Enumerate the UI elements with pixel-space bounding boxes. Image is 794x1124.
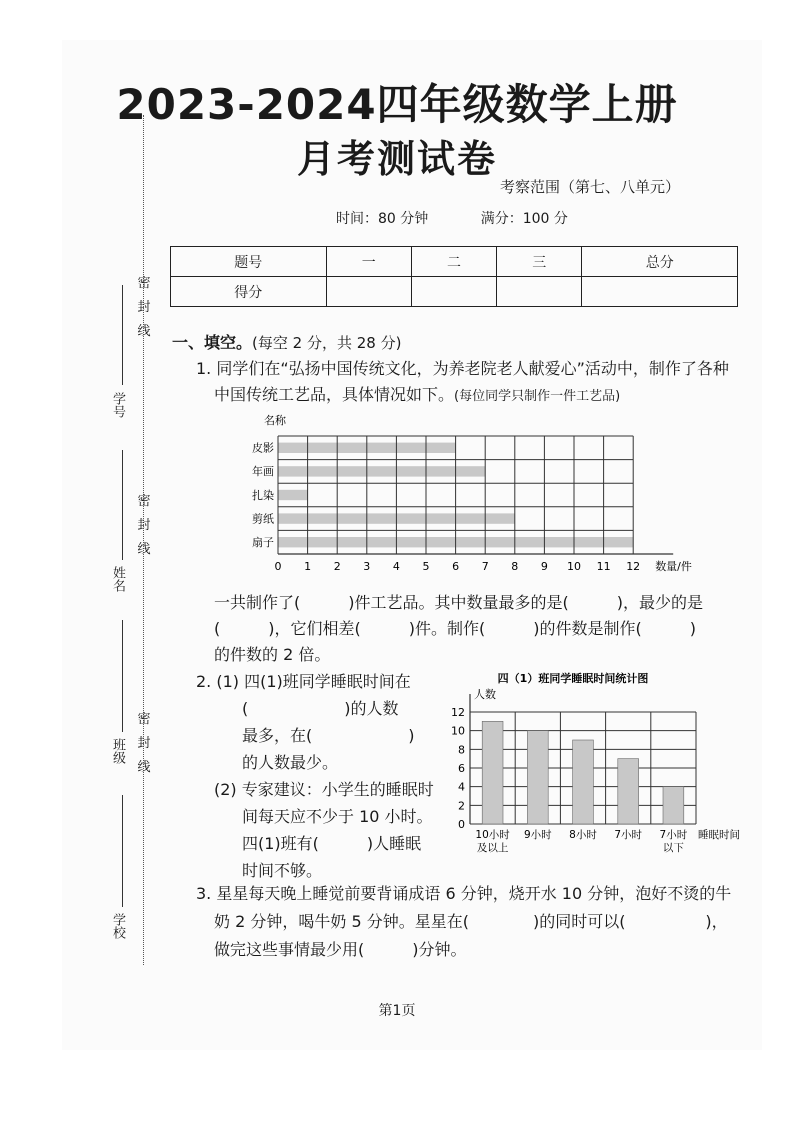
x-tick-label: 10小时 <box>475 829 510 841</box>
score-table-score-row <box>171 277 738 307</box>
question-3-line: 奶 2 分钟，喝牛奶 5 分钟。星星在( )的同时可以( )， <box>214 912 728 931</box>
y-tick-label: 2 <box>458 799 465 813</box>
section-heading <box>172 330 401 353</box>
question-2-line: 2. (1) 四(1)班同学睡眠时间在 <box>196 672 411 691</box>
score-input-cell[interactable] <box>326 277 411 307</box>
x-tick-label: 11 <box>596 560 611 573</box>
x-tick-label: 2 <box>333 560 341 573</box>
x-tick-label: 12 <box>626 560 641 573</box>
name-line[interactable] <box>122 450 123 560</box>
y-tick-label: 0 <box>458 818 465 831</box>
seal-mark: 密 封 线 <box>137 494 151 557</box>
crafts-bar-chart <box>240 410 720 585</box>
bar-7小时以下 <box>663 787 684 824</box>
x-tick-label: 10 <box>567 560 581 573</box>
bar-7小时 <box>618 759 639 824</box>
x-tick-label: 7小时 <box>659 829 688 841</box>
x-tick-label: 及以上 <box>476 842 509 854</box>
student-id-line[interactable] <box>122 285 123 385</box>
question-2-line: 时间不够。 <box>242 861 323 880</box>
question-1-line: 1. 同学们在“弘扬中国传统文化，为养老院老人献爱心”活动中，制作了各种 <box>196 359 729 378</box>
y-tick-label: 4 <box>458 780 465 794</box>
bar-9小时 <box>527 731 548 824</box>
score-table <box>170 246 738 307</box>
bar-10小时及以上 <box>482 721 503 824</box>
category-label: 扇子 <box>252 535 274 549</box>
question-2-line: ( )的人数 <box>242 699 399 718</box>
score-table-cell: 二 <box>411 247 496 277</box>
question-3-line: 做完这些事情最少用( )分钟。 <box>214 940 467 959</box>
category-label: 皮影 <box>252 441 274 455</box>
x-tick-label: 7 <box>481 560 489 573</box>
score-input-cell[interactable] <box>497 277 582 307</box>
question-2-line: 四(1)班有( )人睡眠 <box>242 834 422 853</box>
score-table-cell: 总分 <box>582 247 738 277</box>
question-3 <box>196 880 731 964</box>
school-line[interactable] <box>122 795 123 907</box>
score-input-cell[interactable] <box>411 277 496 307</box>
question-1-answers <box>214 590 703 668</box>
score-table-header-row <box>171 247 738 277</box>
x-tick-label: 9小时 <box>523 829 552 841</box>
question-1-note: (每位同学只制作一件工艺品) <box>454 389 621 404</box>
y-tick-label: 12 <box>451 706 465 719</box>
x-tick-label: 0 <box>274 560 282 573</box>
section-note: (每空 2 分，共 28 分) <box>252 334 402 352</box>
x-tick-label: 6 <box>452 560 460 573</box>
answer-line: 的件数的 2 倍。 <box>214 645 331 664</box>
x-tick-label: 1 <box>304 560 312 573</box>
score-table-cell: 得分 <box>171 277 327 307</box>
score-table-cell: 三 <box>497 247 582 277</box>
exam-time: 时间：80 分钟 <box>336 211 429 227</box>
exam-time-score <box>336 208 568 228</box>
bar-年画 <box>278 466 485 476</box>
x-axis-label: 数量/件 <box>655 560 692 573</box>
y-axis-label: 人数 <box>474 688 496 701</box>
class-label: 班级 <box>110 738 125 764</box>
question-2-line: (2) 专家建议：小学生的睡眠时 <box>214 780 434 799</box>
question-2-line: 的人数最少。 <box>242 753 339 772</box>
score-table-cell: 一 <box>326 247 411 277</box>
x-tick-label: 7小时 <box>614 829 643 841</box>
school-label: 学校 <box>110 913 125 939</box>
chart-title: 四（1）班同学睡眠时间统计图 <box>497 672 649 685</box>
x-tick-label: 以下 <box>662 842 684 854</box>
exam-full-score: 满分：100 分 <box>480 211 568 227</box>
answer-line: 一共制作了( )件工艺品。其中数量最多的是( )，最少的是 <box>214 593 703 612</box>
question-1-line: 中国传统工艺品，具体情况如下。(每位同学只制作一件工艺品) <box>214 385 621 404</box>
x-tick-label: 8 <box>511 560 519 573</box>
y-tick-label: 6 <box>458 762 465 775</box>
seal-mark: 密 封 线 <box>137 276 151 339</box>
answer-line: ( )，它们相差( )件。制作( )的件数是制作( ) <box>214 619 696 638</box>
page-number: 第1页 <box>378 1003 416 1019</box>
y-tick-label: 8 <box>458 743 465 757</box>
x-tick-label: 3 <box>363 560 371 573</box>
bar-8小时 <box>573 740 594 824</box>
category-label: 年画 <box>252 465 274 479</box>
x-tick-label: 9 <box>540 560 548 573</box>
question-1 <box>196 356 729 410</box>
bar-扎染 <box>278 490 308 500</box>
question-3-line: 3. 星星每天晚上睡觉前要背诵成语 6 分钟，烧开水 10 分钟，泡好不烫的牛 <box>196 884 732 903</box>
section-title: 一、填空。 <box>172 333 253 352</box>
exam-scope: 考察范围（第七、八单元） <box>500 178 681 196</box>
y-axis-label: 名称 <box>264 414 286 427</box>
category-label: 扎染 <box>252 488 274 502</box>
class-line[interactable] <box>122 620 123 732</box>
x-tick-label: 5 <box>422 560 430 573</box>
question-2-line: 间每天应不少于 10 小时。 <box>242 807 433 826</box>
x-tick-label: 4 <box>392 560 400 573</box>
x-tick-label: 8小时 <box>569 829 597 841</box>
seal-mark: 密 封 线 <box>137 712 151 775</box>
question-2-line: 最多，在( ) <box>242 726 415 745</box>
sleep-time-bar-chart <box>440 668 750 863</box>
name-label: 姓名 <box>110 566 125 592</box>
exam-subtitle: 月考测试卷 <box>296 137 497 181</box>
question-2 <box>196 668 434 884</box>
score-input-cell[interactable] <box>582 277 738 307</box>
student-id-label: 学号 <box>110 392 125 418</box>
category-label: 剪纸 <box>252 512 274 526</box>
y-tick-label: 10 <box>451 724 465 738</box>
score-table-cell: 题号 <box>171 247 327 277</box>
x-axis-label: 睡眠时间 <box>698 829 740 841</box>
exam-title: 2023-2024四年级数学上册 <box>116 80 678 129</box>
